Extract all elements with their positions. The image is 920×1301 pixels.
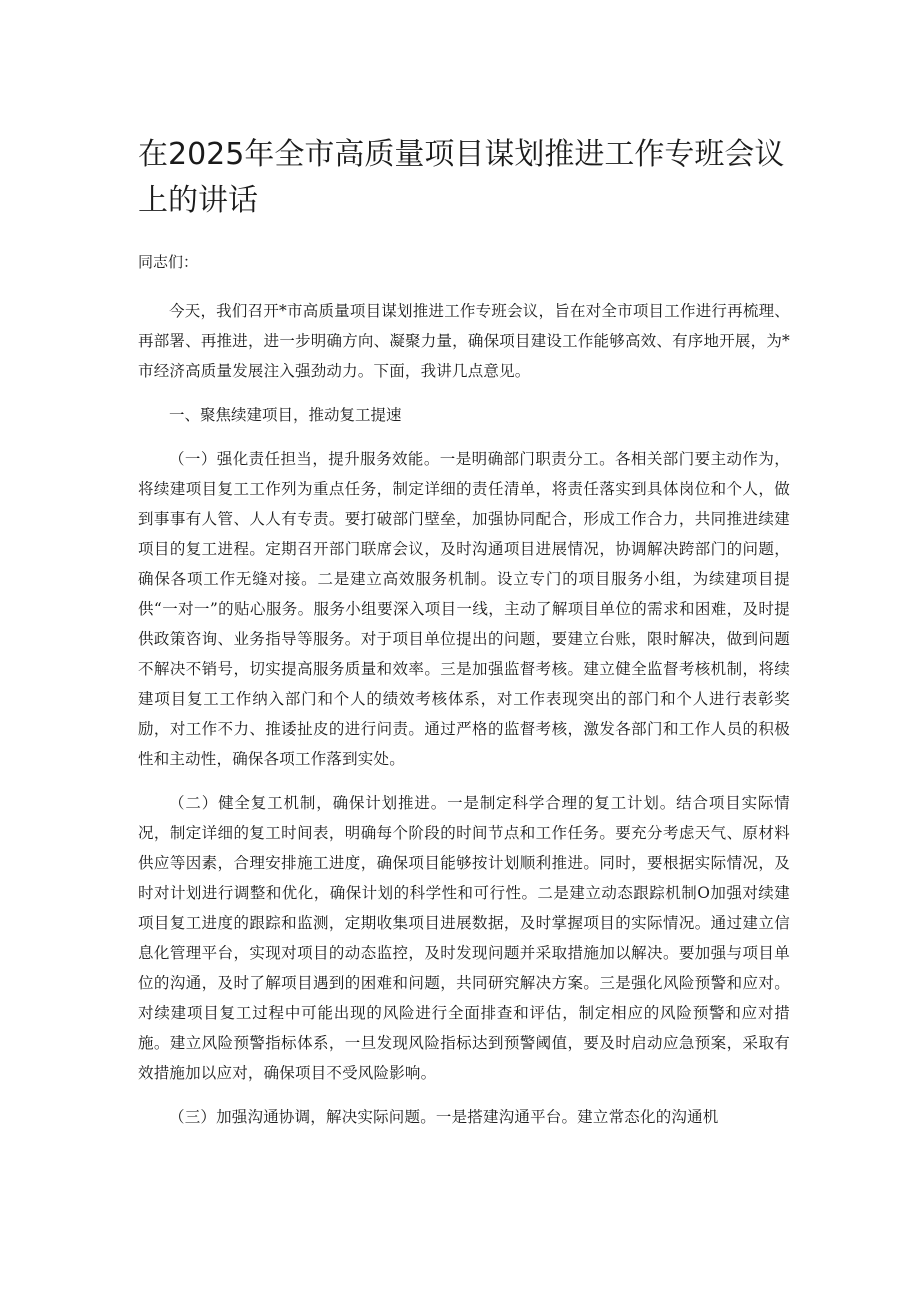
- paragraph-2: （二）健全复工机制，确保计划推进。一是制定科学合理的复工计划。结合项目实际情况，制定详细的复工时间表，明确每个阶段的时间节点和工作任务。要充分考虑天气、原材料供应等因素，合理安排施工进度，确保项目能够按计划顺利推进。同时，要根据实际情况，及时对计划进行调整和优化，确保计划的科学性和可行性。二是建立动态跟踪机制O加强对续建项目复工进度的跟踪和监测，定期收集项目进展数据，及时掌握项目的实际情况。通过建立信息化管理平台，实现对项目的动态监控，及时发现问题并采取措施加以解决。要加强与项目单位的沟通，及时了解项目遇到的困难和问题，共同研究解决方案。三是强化风险预警和应对。对续建项目复工过程中可能出现的风险进行全面排查和评估，制定相应的风险预警和应对措施。建立风险预警指标体系，一旦发现风险指标达到预警阈值，要及时启动应急预案，采取有效措施加以应对，确保项目不受风险影响。: [138, 794, 790, 1082]
- paragraph-3: （三）加强沟通协调，解决实际问题。一是搭建沟通平台。建立常态化的沟通机: [169, 1108, 719, 1126]
- intro-paragraph: 今天，我们召开*市高质量项目谋划推进工作专班会议，旨在对全市项目工作进行再梳理、再部署、再推进，进一步明确方向、凝聚力量，确保项目建设工作能够高效、有序地开展，为*市经济高质量发展注入强劲动力。下面，我讲几点意见。: [138, 302, 790, 380]
- document-page: [138, 132, 790, 1146]
- section-heading-1: 一、聚焦续建项目，推动复工提速: [169, 406, 402, 424]
- paragraph-1: （一）强化责任担当，提升服务效能。一是明确部门职责分工。各相关部门要主动作为，将续建项目复工工作列为重点任务，制定详细的责任清单，将责任落实到具体岗位和个人，做到事事有人管、人人有专责。要打破部门壁垒，加强协同配合，形成工作合力，共同推进续建项目的复工进程。定期召开部门联席会议，及时沟通项目进展情况，协调解决跨部门的问题，确保各项工作无缝对接。二是建立高效服务机制。设立专门的项目服务小组，为续建项目提供“一对一”的贴心服务。服务小组要深入项目一线，主动了解项目单位的需求和困难，及时提供政策咨询、业务指导等服务。对于项目单位提出的问题，要建立台账，限时解决，做到问题不解决不销号，切实提高服务质量和效率。三是加强监督考核。建立健全监督考核机制，将续建项目复工工作纳入部门和个人的绩效考核体系，对工作表现突出的部门和个人进行表彰奖励，对工作不力、推诿扯皮的进行问责。通过严格的监督考核，激发各部门和工作人员的积极性和主动性，确保各项工作落到实处。: [138, 450, 790, 768]
- salutation: 同志们：: [138, 253, 199, 271]
- document-title: 在2025年全市高质量项目谋划推进工作专班会议上的讲话: [138, 137, 785, 218]
